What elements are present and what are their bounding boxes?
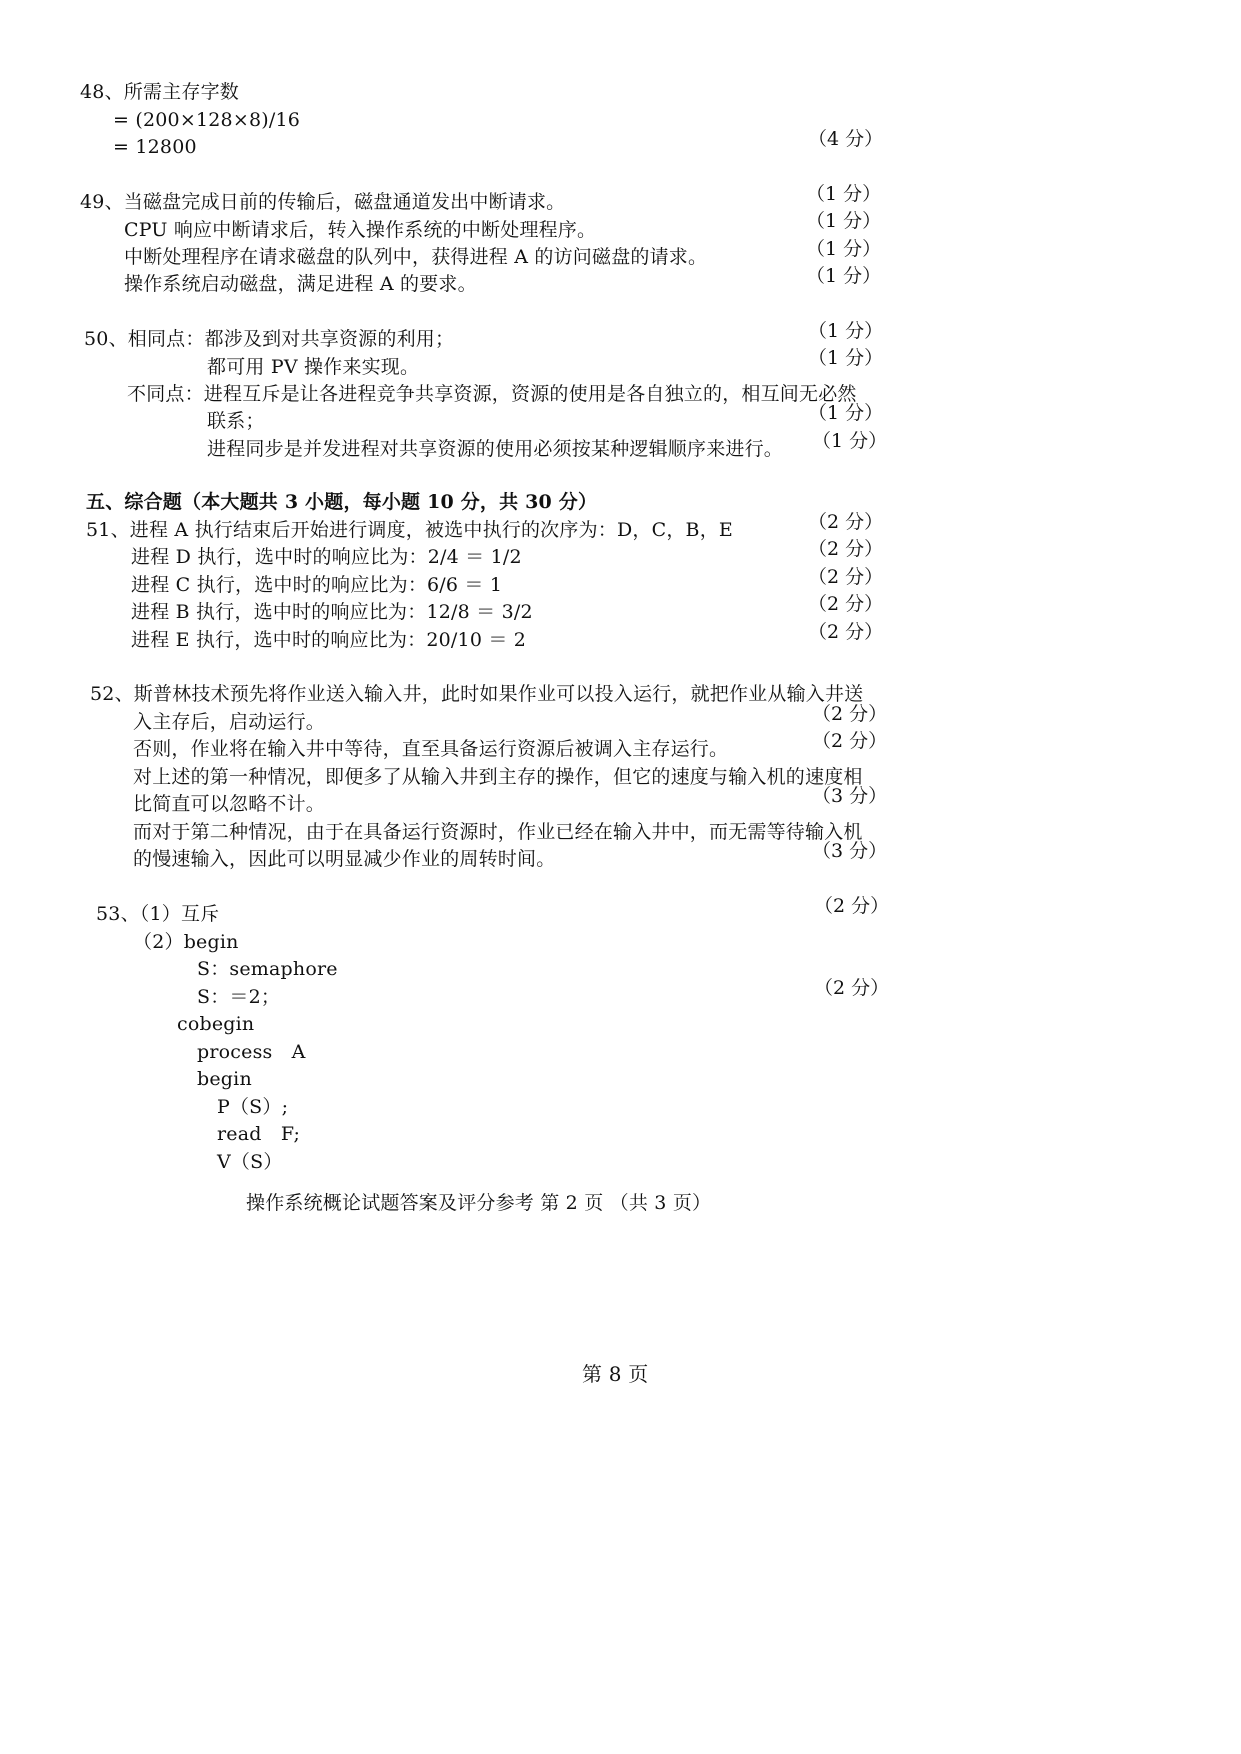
- q50-line5: 进程同步是并发进程对共享资源的使用必须按某种逻辑顺序来进行。: [207, 438, 784, 460]
- q52-line7: 的慢速输入，因此可以明显减少作业的周转时间。: [133, 848, 556, 870]
- q50-score-3: （1 分）: [808, 402, 884, 424]
- q52-score-1: （2 分）: [812, 703, 888, 725]
- footer-caption: 操作系统概论试题答案及评分参考 第 2 页 （共 3 页）: [246, 1192, 712, 1214]
- page-number: 第 8 页: [582, 1362, 649, 1386]
- q50-score-4: （1 分）: [812, 430, 888, 452]
- q49-score-1: （1 分）: [806, 183, 882, 205]
- q50-score-1: （1 分）: [808, 320, 884, 342]
- q49-line3: 中断处理程序在请求磁盘的队列中，获得进程 A 的访问磁盘的请求。: [124, 246, 708, 268]
- q52-score-2: （2 分）: [812, 730, 888, 752]
- q50-line3: 不同点：进程互斥是让各进程竞争共享资源，资源的使用是各自独立的，相互间无必然: [127, 383, 857, 405]
- q53-line9: read F;: [217, 1123, 301, 1145]
- q53-line7: begin: [197, 1068, 252, 1090]
- q50-score-2: （1 分）: [808, 347, 884, 369]
- q51-line3: 进程 C 执行，选中时的响应比为：6/6 ＝ 1: [131, 574, 503, 596]
- q53-line4: S：＝2；: [197, 986, 281, 1008]
- q49-score-3: （1 分）: [806, 238, 882, 260]
- q53-score-2: （2 分）: [814, 977, 890, 999]
- section-heading: 五、综合题（本大题共 3 小题，每小题 10 分，共 30 分）: [86, 491, 598, 513]
- q52-line6: 而对于第二种情况，由于在具备运行资源时，作业已经在输入井中，而无需等待输入机: [133, 821, 863, 843]
- q53-line2: （2）begin: [133, 931, 239, 953]
- q51-line2: 进程 D 执行，选中时的响应比为：2/4 ＝ 1/2: [131, 546, 522, 568]
- q49-line4: 操作系统启动磁盘，满足进程 A 的要求。: [124, 273, 477, 295]
- q48-line1: 48、所需主存字数: [80, 81, 239, 103]
- q52-line3: 否则，作业将在输入井中等待，直至具备运行资源后被调入主存运行。: [133, 738, 729, 760]
- q53-score-1: （2 分）: [814, 895, 890, 917]
- q51-score-3: （2 分）: [808, 566, 884, 588]
- q50-line1: 50、相同点：都涉及到对共享资源的利用；: [84, 328, 455, 350]
- q51-score-5: （2 分）: [808, 621, 884, 643]
- q52-line2: 入主存后，启动运行。: [133, 711, 326, 733]
- q51-line5: 进程 E 执行，选中时的响应比为：20/10 ＝ 2: [131, 629, 527, 651]
- q49-line2: CPU 响应中断请求后，转入操作系统的中断处理程序。: [124, 219, 597, 241]
- q52-score-3: （3 分）: [812, 785, 888, 807]
- q52-line5: 比简直可以忽略不计。: [133, 793, 326, 815]
- q50-line4: 联系；: [207, 410, 265, 432]
- q51-score-1: （2 分）: [808, 511, 884, 533]
- q51-line4: 进程 B 执行，选中时的响应比为：12/8 ＝ 3/2: [131, 601, 533, 623]
- q49-score-2: （1 分）: [806, 210, 882, 232]
- q53-line6: process A: [197, 1041, 306, 1063]
- q49-line1: 49、当磁盘完成日前的传输后，磁盘通道发出中断请求。: [80, 191, 566, 213]
- q53-line3: S：semaphore: [197, 958, 338, 980]
- q51-score-2: （2 分）: [808, 538, 884, 560]
- q48-line3: = 12800: [113, 136, 197, 158]
- q53-line1: 53、（1）互斥: [96, 903, 220, 925]
- q52-line1: 52、斯普林技术预先将作业送入输入井，此时如果作业可以投入运行，就把作业从输入井送: [90, 683, 864, 705]
- q53-line10: V（S）: [217, 1151, 283, 1173]
- q52-score-4: （3 分）: [812, 840, 888, 862]
- q50-line2: 都可用 PV 操作来实现。: [207, 356, 420, 378]
- q53-line5: cobegin: [177, 1013, 255, 1035]
- q53-line8: P（S）;: [217, 1096, 289, 1118]
- q52-line4: 对上述的第一种情况，即便多了从输入井到主存的操作，但它的速度与输入机的速度相: [133, 766, 863, 788]
- q51-score-4: （2 分）: [808, 593, 884, 615]
- q49-score-4: （1 分）: [806, 265, 882, 287]
- q48-score: （4 分）: [808, 128, 884, 150]
- q48-line2: = (200×128×8)/16: [113, 109, 301, 131]
- q51-line1: 51、进程 A 执行结束后开始进行调度，被选中执行的次序为：D，C，B，E: [86, 519, 733, 541]
